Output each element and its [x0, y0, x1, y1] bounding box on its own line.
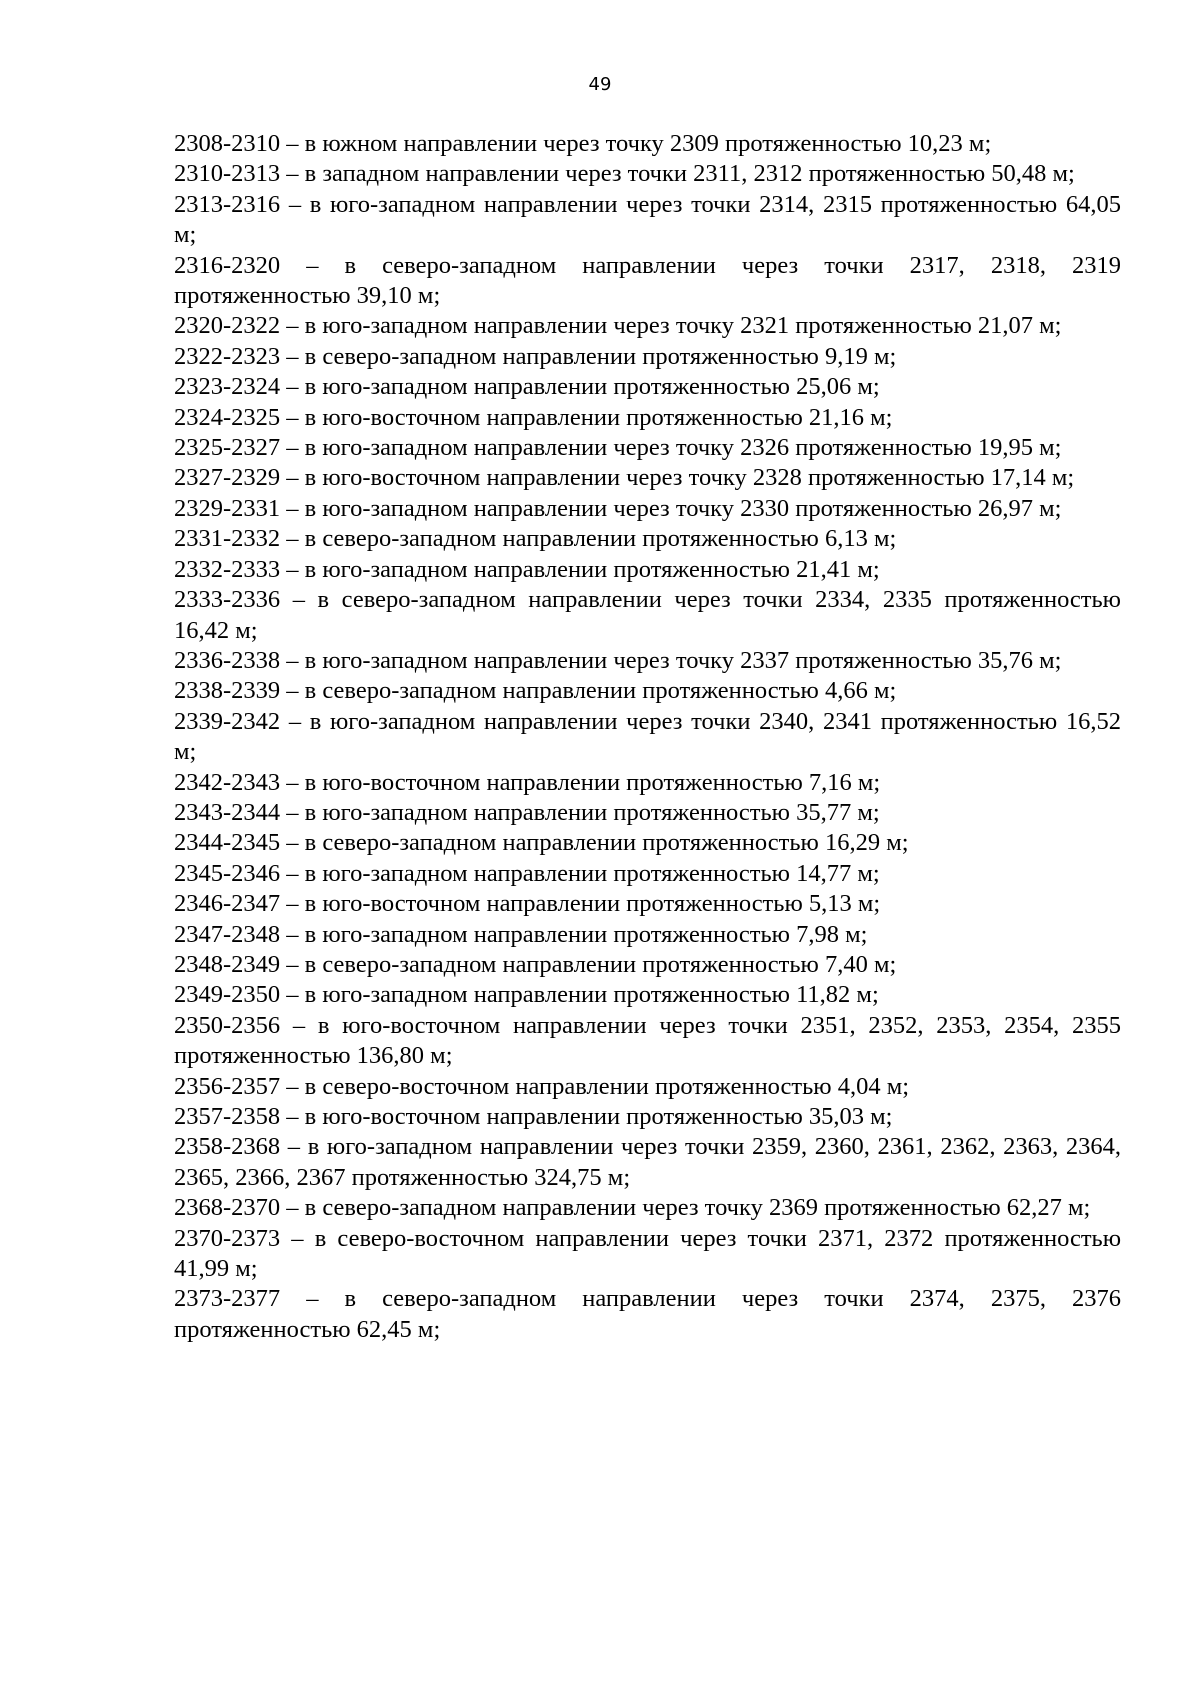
segment-entry: 2333-2336 – в северо-западном направлении через точки 2334, 2335 протяженностью 16,42 м; — [174, 586, 1121, 644]
segment-entry: 2324-2325 – в юго-восточном направлении протяженностью 21,16 м; — [174, 403, 893, 431]
segment-entry: 2336-2338 – в юго-западном направлении через точку 2337 протяженностью 35,76 м; — [174, 646, 1062, 674]
segment-entry: 2343-2344 – в юго-западном направлении протяженностью 35,77 м; — [174, 798, 880, 826]
segment-entry: 2320-2322 – в юго-западном направлении через точку 2321 протяженностью 21,07 м; — [174, 312, 1062, 340]
segment-entry: 2348-2349 – в северо-западном направлении протяженностью 7,40 м; — [174, 950, 897, 978]
segment-entry: 2332-2333 – в юго-западном направлении протяженностью 21,41 м; — [174, 555, 880, 583]
segment-entry: 2370-2373 – в северо-восточном направлении через точки 2371, 2372 протяженностью 41,99 м; — [174, 1224, 1121, 1283]
segment-entry: 2373-2377 – в северо-западном направлении через точки 2374, 2375, 2376 протяженностью 62,45 м; — [174, 1285, 1121, 1343]
segment-entry: 2316-2320 – в северо-западном направлении через точки 2317, 2318, 2319 протяженностью 39,10 м; — [174, 251, 1121, 310]
segment-entry: 2331-2332 – в северо-западном направлении протяженностью 6,13 м; — [174, 525, 897, 553]
segment-entry: 2310-2313 – в западном направлении через точки 2311, 2312 протяженностью 50,48 м; — [174, 160, 1075, 188]
segment-entry: 2358-2368 – в юго-западном направлении через точки 2359, 2360, 2361, 2362, 2363, 2364, 2365, 2366, 2367 протяженностью 324,75 м; — [174, 1133, 1121, 1191]
segment-entry: 2368-2370 – в северо-западном направлении через точку 2369 протяженностью 62,27 м; — [174, 1194, 1091, 1222]
segment-entry: 2357-2358 – в юго-восточном направлении протяженностью 35,03 м; — [174, 1103, 893, 1130]
segment-entry: 2356-2357 – в северо-восточном направлении протяженностью 4,04 м; — [174, 1072, 910, 1100]
segment-entry: 2338-2339 – в северо-западном направлении протяженностью 4,66 м; — [174, 677, 897, 705]
segment-entry: 2325-2327 – в юго-западном направлении через точку 2326 протяженностью 19,95 м; — [174, 434, 1062, 462]
segment-entry: 2313-2316 – в юго-западном направлении через точки 2314, 2315 протяженностью 64,05 м; — [174, 190, 1121, 249]
segment-entry: 2349-2350 – в юго-западном направлении протяженностью 11,82 м; — [174, 981, 879, 1009]
document-body — [174, 129, 1121, 1345]
segment-entry: 2344-2345 – в северо-западном направлении протяженностью 16,29 м; — [174, 829, 909, 857]
segment-entry: 2308-2310 – в южном направлении через точку 2309 протяженностью 10,23 м; — [174, 130, 992, 157]
segment-entry: 2346-2347 – в юго-восточном направлении протяженностью 5,13 м; — [174, 890, 881, 918]
segment-entry: 2339-2342 – в юго-западном направлении через точки 2340, 2341 протяженностью 16,52 м; — [174, 707, 1121, 766]
segment-entry: 2322-2323 – в северо-западном направлении протяженностью 9,19 м; — [174, 342, 897, 370]
segment-entry: 2347-2348 – в юго-западном направлении протяженностью 7,98 м; — [174, 920, 868, 948]
segment-entry: 2345-2346 – в юго-западном направлении протяженностью 14,77 м; — [174, 859, 880, 887]
page-number: 49 — [588, 74, 612, 95]
segment-entry: 2323-2324 – в юго-западном направлении протяженностью 25,06 м; — [174, 373, 880, 401]
segment-entry: 2327-2329 – в юго-восточном направлении через точку 2328 протяженностью 17,14 м; — [174, 464, 1075, 492]
segment-entry: 2342-2343 – в юго-восточном направлении протяженностью 7,16 м; — [174, 768, 881, 796]
segment-entry: 2329-2331 – в юго-западном направлении через точку 2330 протяженностью 26,97 м; — [174, 494, 1062, 522]
segment-entry: 2350-2356 – в юго-восточном направлении через точки 2351, 2352, 2353, 2354, 2355 протяженностью 136,80 м; — [174, 1011, 1121, 1070]
